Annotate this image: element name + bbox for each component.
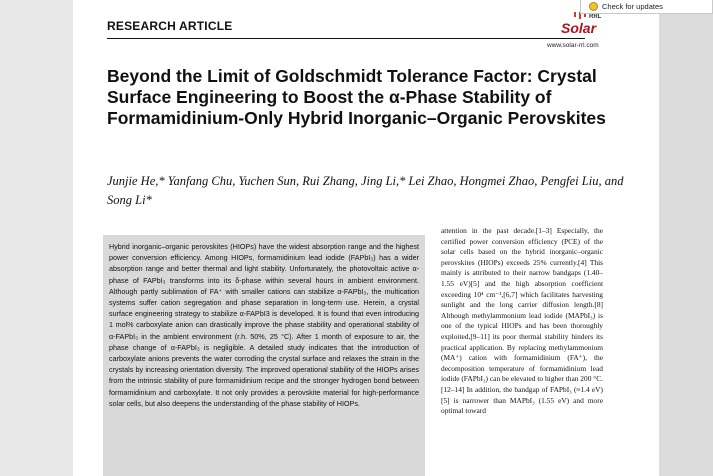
body-paragraph: attention in the past decade.[1–3] Especially, the certified power conversion efficiency (PCE) of the solar cells based on the hybrid inorganic–organic perovskites (HIOPs) exceeds 25% currently.[4] This mainly is attributed to their narrow bandgaps (1.40–1.55 eV)[5] and the high absorption coefficient exceeding 10⁴ cm⁻¹,[6,7] which facilitates harvesting sunlight and the long carrier diffusion length.[8] Although methylammonium lead iodide (MAPbI₃) is one of the typical HIOPs and has been thoroughly exploited,[9–11] its poor thermal stability hinders its practical application. By replacing methylammonium (MA⁺) cation with formamidinium (FA⁺), the decomposition temperature of formamidinium lead iodide (FAPbI₃) can be elevated to higher than 200 °C.[12–14] In addition, the bandgap of FAPbI₃ (≈1.4 eV)[5] is narrower than MAPbI₃ (1.55 eV) and more optimal toward bbox=[441, 226, 603, 416]
journal-logo-text: Solar bbox=[561, 20, 597, 36]
check-for-updates-label: Check for updates bbox=[602, 2, 663, 11]
article-page bbox=[73, 0, 659, 476]
viewer-margin bbox=[659, 0, 713, 476]
sun-ray-icon bbox=[574, 12, 576, 17]
check-for-updates-button[interactable] bbox=[580, 0, 713, 14]
section-label: RESEARCH ARTICLE bbox=[107, 19, 233, 33]
journal-logo-superscript: RRL bbox=[589, 14, 602, 20]
article-title: Beyond the Limit of Goldschmidt Tolerance Factor: Crystal Surface Engineering to Boost the α-Phase Stability of Formamidinium-Only Hybrid Inorganic–Organic Perovskites bbox=[107, 66, 606, 128]
body-column bbox=[441, 226, 603, 417]
author-list: Junjie He,* Yanfang Chu, Yuchen Sun, Rui Zhang, Jing Li,* Lei Zhao, Hongmei Zhao, Pengfei Liu, and Song Li* bbox=[107, 174, 624, 207]
update-check-icon bbox=[589, 2, 598, 11]
header-divider bbox=[107, 38, 585, 39]
abstract-box bbox=[103, 235, 425, 476]
journal-url[interactable]: www.solar-rrl.com bbox=[547, 42, 599, 49]
abstract-text: Hybrid inorganic–organic perovskites (HIOPs) have the widest absorption range and the highest power conversion efficiency. Among HIOPs, formamidinium lead iodide (FAPbI₃) has a wider absorption range and better thermal and light stability. Unfortunately, the photovoltaic active α-phase of FAPbI₃ transforms into its δ-phase within several hours in ambient environment. Although partly sublimation of FA⁺ with smaller cations can stabilize α-FAPbI₃, the multication systems suffer cation segregation and phase separation in long-term use. Herein, a crystal surface engineering strategy to stabilize α-FAPbI3 is developed. It is found that even introducing 1 mol% carboxylate anion can drastically improve the phase stability and operational stability of α-FAPbI₃ in the ambient environment (r.h. 50%, 25 °C). After 1 month of exposure to air, the phase change of α-FAPbI₃ is negligible. A detailed study indicates that the introduction of carboxylate anions prevents the water corroding the crystal surface and relaxes the strain in the crystals by increasing orientation diversity. The improved operational stability of the HIOPs arises from the intrinsic stability of pure formamidinium recipe and the stronger hydrogen bond between formamidinium and carboxylate. It not only provides a perovskite material for high-performance solar cells, but also deepens the understanding of the phase stability of HIOPs. bbox=[109, 242, 419, 408]
